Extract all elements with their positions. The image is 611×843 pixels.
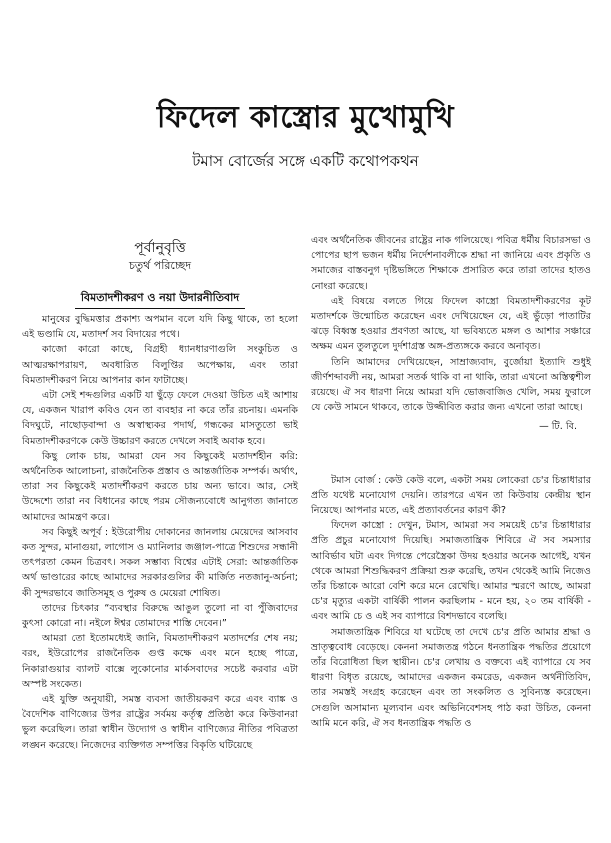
paragraph: আমরা তো ইতোমধ্যেই জানি, বিমতাদশীকরণ মতাদর্শের শেষ নয়; বরং, ইউরোপের রাজনৈতিক গুপ্ত কক্ষে এবং মনে হচ্ছে পাত্রে, নিকারাগুয়ার ব্যালট বাক্সে লুকোনোর মার্কসবাদের সচেষ্ট করবার এটা অস্পষ্ট সংকেত। — [22, 633, 298, 690]
author-initials: — টি. বি. — [539, 421, 577, 433]
paragraph: এটা সেই শব্দগুলির একটি যা ছুঁড়ে ফেলে দেওয়া উচিত এই আশায় যে, একজন খারাপ কবিও যেন তা ব্যবহার না করে তাঁর রচনায়। এমনকি বিদঘুটে, নাছোড়বান্দা ও অস্বাস্থ্যকর পদার্থ, গন্ধকের মাসতুতো ভাই বিমতাদশীকরণকে কেউ উচ্চারণ করতে দেখলে সবাই অবাক হবে। — [22, 390, 298, 447]
page-subtitle: টমাস বোর্জের সঙ্গে একটি কথোপকথন — [192, 152, 419, 170]
section-underline — [75, 308, 245, 309]
paragraph: কিছু লোক চায়, আমরা যেন সব কিছুকেই মতাদর্শহীন করি: অর্থনৈতিক আলোচনা, রাজনৈতিক প্রস্তাব ও আন্তর্জাতিক সম্পর্ক। অর্থাৎ, তারা সব কিছুকেই মতাদর্শীকরণ করতে চায় অন্য ভাবে। আর, সেই উদ্দেশ্যে তারা নব বিধানের কাছে পরম সৌজন্যবোধে আনুগত্য জানাতে আমাদের আমন্ত্রণ করে। — [22, 450, 298, 523]
interview-answer: ফিদেল কাস্ত্রো : দেখুন, টমাস, আমরা সব সময়েই চে'র চিন্তাধারার প্রতি প্রচুর মনোযোগ দিয়েছি। সমাজতান্ত্রিক শিবিরে ঐ সব সমস্যার আবির্ভাব ঘটা এবং দিগন্তে পেরেস্ত্রৈকা উদয় হওয়ার অনেক আগেই, যখন থেকে আমরা শিশুদ্ধিকরণ প্রক্রিয়া শুরু করেছি, তখন থেকেই আমি নিজেও তাঁর চিন্তাকে আরো বেশি করে মনে রেখেছি। আমার স্মরণে আছে, আমরা চে'র মৃত্যুর একটা বার্ষিকী পালন করছিলাম - মনে হয়, ২০ তম বার্ষিকী - এবং আমি চে ও এই সব ব্যাপারে বিশদভাবে বলেছি। — [311, 520, 591, 623]
paragraph: সমাজতান্ত্রিক শিবিরে যা ঘটেছে তা দেখে চে'র প্রতি আমার শ্রদ্ধা ও ভ্রাতৃত্ববোধ বেড়েছে। কেননা সমাজতন্ত্র গঠনে ধনতান্ত্রিক পদ্ধতির প্রয়োগে তাঁর বিরোধিতা ছিল স্থায়ীন। চে'র লেখায় ও বক্তব্যে এই ব্যাপারে যে সব ধারণা বিধৃত রয়েছে, আমাদের একজন কমরেড, একজন অর্থনীতিবিদ, তার সমস্তই সংগ্রহ করেছেন এবং তা সংকলিত ও সুবিন্যস্ত করেছেন। সেগুলি অসামান্য মূল্যবান এবং অভিনিবেশসহ পাঠ করা উচিত, কেননা আমি মনে করি, ঐ সব ধনতান্ত্রিক পদ্ধতি ও — [311, 626, 591, 729]
right-column — [311, 233, 591, 731]
paragraph: তিনি আমাদের দেখিয়েছেন, সাম্রাজ্যবাদ, বুর্জোয়া ইত্যাদি শুধুই জীর্ণশব্দাবলী নয়, আমরা সতর্ক থাকি বা না থাকি, তারা এখনো অস্তিত্বশীল রয়েছে। ঐ সব ধারণা নিয়ে আমরা যদি ভোজবাজিও খেলি, সময় ফুরালে যে কেউ সামনে থাকবে, তাকে উজ্জীবিত করার জন্য এখনো তারা আছে। — [311, 356, 591, 414]
page-title: ফিদেল কাস্ত্রোর মুখোমুখি — [156, 100, 455, 135]
interview-question: টমাস বোর্জ : কেউ কেউ বলে, একটা সময় লোকেরা চে'র চিন্তাধারার প্রতি যথেষ্ট মনোযোগ দেয়নি। তারপরে এখন তা কিউবায় কেন্দ্রীয় স্থান নিয়েছে। আপনার মতে, এই প্রত্যাবর্তনের কারণ কী? — [311, 474, 591, 517]
paragraph: কাজো কারো কাছে, বিগ্রহী ধ্যানধারণাগুলি সংকুচিত ও আত্মরক্ষাপরায়ণ, অবধারিত বিলুপ্তির অপেক্ষায়, এবং তারা বিমতাদশীকরণ নিয়ে আপনার কান ফাটাচ্ছে। — [22, 344, 298, 386]
paragraph: সব কিছুই অপূর্ব : ইউরোপীয় দোকানের জানলায় মেয়েদের আসবাব কত সুন্দর, মানাগুয়া, লাগোস ও ম্যানিলার জঞ্জাল-পাত্রে শিশুদের সন্ধানী তৎপরতা কেমন চিত্রবৎ। সকল সম্ভাব্য বিশ্বের এটাই সেরা: আন্তর্জাতিক অর্থ ভাণ্ডারের কাছে আমাদের সরকারগুলির কী মার্জিত নতজানু-অর্চনা; কী সুন্দরভাবে জাতিসমূহ ও পুরুষ ও মেয়েরা শোষিত। — [22, 526, 298, 599]
continuation-heading: পূর্বানুবৃত্তি — [134, 240, 186, 256]
paragraph: মানুষের বুদ্ধিমত্তার প্রকাশ্য অপমান বলে যদি কিছু থাকে, তা হলো এই ভণ্ডামি যে, মতাদর্শ সব বিদায়ের পথে। — [22, 314, 298, 341]
chapter-heading: চতুর্থ পরিচ্ছেদ — [128, 259, 192, 272]
section-heading: বিমতাদশীকরণ ও নয়া উদারনীতিবাদ — [80, 291, 240, 304]
paragraph: এই যুক্তি অনুযায়ী, সমস্ত ব্যবসা জাতীয়করণ করে এবং ব্যাঙ্ক ও বৈদেশিক বাণিজ্যের উপর রাষ্ট্রের সর্বময় কর্তৃত্ব প্রতিষ্ঠা করে কিউবানরা ভুল করেছিল। তারা স্বাধীন উদ্যোগ ও স্বাধীন বাণিজ্যের নীতির পবিত্রতা লঙ্ঘন করেছে। নিজেদের ব্যক্তিগত সম্পত্তির বিকৃতি ঘটিয়েছে — [22, 694, 298, 751]
paragraph: তাদের চিৎকার “ব্যবস্থার বিরুদ্ধে আঙুল তুলো না বা পুঁজিবাদের কুৎসা কোরো না। নইলে ঈশ্বর তোমাদের শাস্তি দেবেন।” — [22, 602, 298, 630]
paragraph: এই বিষয়ে বলতে গিয়ে ফিদেল কাস্ত্রো বিমতাদশীকরণের কূট মতাদর্শকে উন্মোচিত করেছেন এবং দেখিয়েছেন যে, এই ভুঁড়ো পাতাটির ঝড়ে বিধ্বস্ত হওয়ার প্রবণতা আছে, যা ভবিষ্যতে মঙ্গল ও আশার সঞ্চারে অক্ষম এমন তুলতুলে দুর্দশাগ্রস্ত অঙ্গ-প্রত্যঙ্গকে করবে অনাবৃত। — [311, 295, 591, 353]
left-column — [22, 230, 298, 753]
paragraph: এবং অর্থনৈতিক জীবনের রাষ্ট্রের নাক গলিয়েছে। পবিত্র ধর্মীয় বিচারসভা ও পোপের ছাপ ভজন ধর্মীয় নির্দেশনাবলীকে শ্রদ্ধা না জানিয়ে এবং প্রকৃতি ও সমাজের বাস্তবনুগ দৃষ্টিভঙ্গিতে শিক্ষাকে প্রসারিত করে তারা তাদের হাতও নোংরা করেছে। — [311, 235, 591, 292]
